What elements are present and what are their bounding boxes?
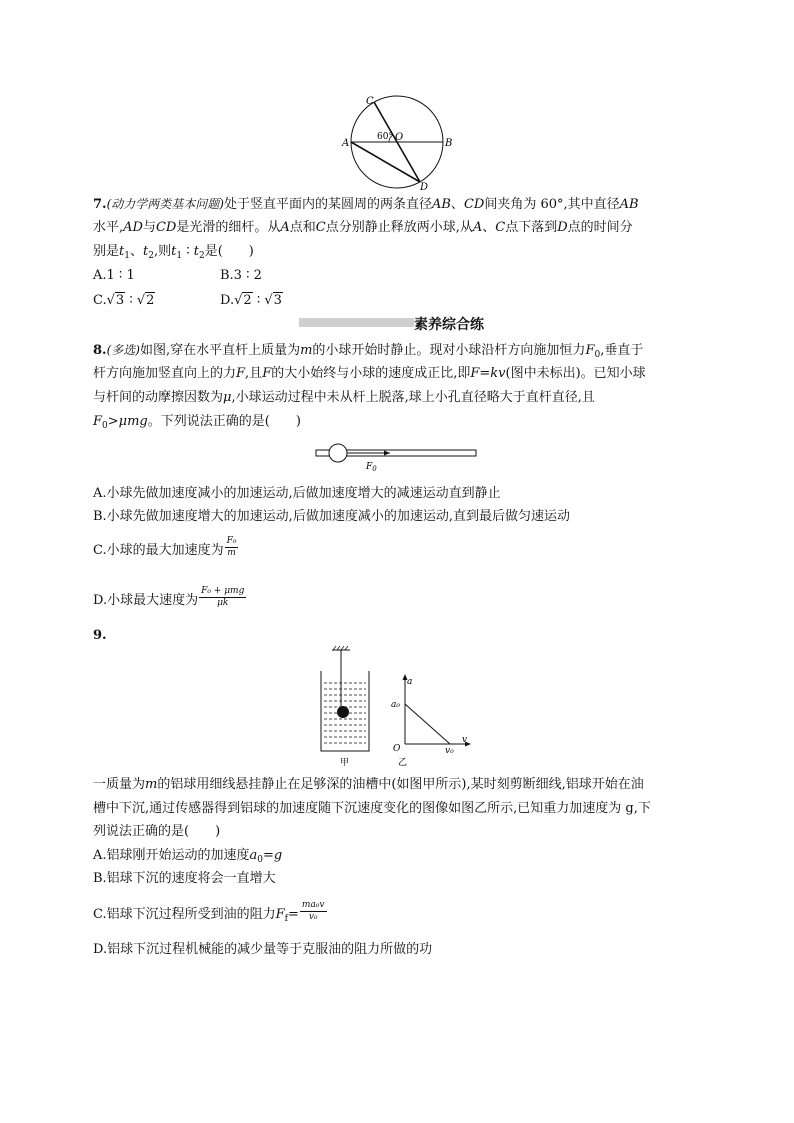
force-label: $F_0$ — [366, 462, 377, 472]
q7-option-c-radicand: 3 — [115, 293, 125, 308]
fraction-numerator: ma₀v — [301, 900, 325, 910]
q9-sub: 0 — [257, 855, 264, 865]
q7-text: 是( ) — [204, 244, 254, 259]
q9-number: 9. — [93, 628, 107, 643]
q8-math: >μmg — [107, 414, 148, 429]
q9-option-b[interactable] — [93, 869, 276, 889]
rod-ball-diagram — [312, 440, 482, 472]
q7-text: 、 — [450, 197, 464, 212]
q9-math: m — [145, 777, 158, 792]
q9-math: =g — [263, 848, 283, 863]
q7-sub: 2 — [198, 251, 205, 261]
label-o: O — [395, 132, 404, 143]
q8-text: (图中未标出)。已知小球 — [505, 366, 646, 381]
q8-option-d-fraction — [199, 586, 246, 609]
q7-option-d-ratio: ∶ — [256, 293, 261, 308]
q8-sub: 0 — [102, 421, 108, 431]
q7-text: 间夹角为 60°,其中直径 — [484, 197, 620, 212]
oil-tank-diagram — [316, 645, 376, 767]
q8-text: 与杆间的动摩擦因数为 — [93, 390, 224, 405]
q7-option-c-ratio: ∶ — [129, 293, 133, 308]
aluminum-ball — [337, 706, 349, 718]
q7-math: D — [557, 220, 568, 235]
q8-text: ,垂直于 — [600, 343, 644, 358]
q7-option-d[interactable] — [220, 291, 283, 311]
q7-line3 — [93, 242, 254, 266]
q9-number-line — [93, 626, 107, 646]
label-d: D — [420, 182, 429, 192]
ceiling-hatch — [333, 646, 348, 650]
q8-math: m — [300, 343, 313, 358]
q8-text: 的大小始终与小球的速度成正比,即 — [271, 366, 471, 381]
sqrt-icon: √3 — [106, 293, 125, 308]
axis-label-v: v — [462, 735, 468, 745]
axis-label-o: O — [393, 744, 401, 754]
q8-text: 如图,穿在水平直杆上质量为 — [139, 343, 301, 358]
q7-text: 点分别静止释放两小球,从 — [325, 220, 473, 235]
q9-sub: f — [284, 914, 288, 924]
q8-text: ,且 — [245, 366, 263, 381]
q9-text: 的铝球用细线悬挂静止在足够深的油槽中(如图甲所示),某时刻剪断细线,铝球开始在油 — [157, 777, 644, 792]
q7-math: AB — [431, 197, 451, 212]
q8-line4 — [93, 412, 301, 436]
sqrt-icon: √2 — [234, 293, 252, 308]
q9-line1 — [93, 775, 644, 795]
q8-math: F=kv — [470, 366, 506, 381]
q8-text: ,小球运动过程中未从杆上脱落,球上小孔直径略大于直杆直径,且 — [231, 390, 595, 405]
q7-text: 别是 — [93, 244, 120, 259]
q7-math: C — [315, 220, 326, 235]
q7-text: 与 — [142, 220, 156, 235]
q9-option-b-text: B.铝球下沉的速度将会一直增大 — [93, 871, 276, 886]
arrow-head-icon — [384, 451, 390, 456]
q7-math: AB — [619, 197, 639, 212]
q8-option-a-text: A.小球先做加速度减小的加速运动,后做加速度增大的减速运动直到静止 — [93, 486, 501, 501]
q7-line1 — [93, 194, 639, 215]
q8-math: F — [585, 343, 595, 358]
q7-text: 点的时间分 — [567, 220, 633, 235]
axis-label-v0: v₀ — [445, 746, 454, 756]
q8-math: F — [262, 366, 272, 381]
q8-option-d-text: D.小球最大速度为 — [93, 593, 199, 608]
q7-sub: 2 — [148, 251, 154, 261]
q8-option-c-text: C.小球的最大加速度为 — [93, 543, 224, 558]
q8-line3 — [93, 388, 595, 408]
q7-option-d-prefix: D. — [220, 293, 235, 308]
q9-text: 槽中下沉,通过传感器得到铝球的加速度随下沉速度变化的图像如图乙所示,已知重力加速度为 g,下 — [93, 801, 651, 816]
q7-math: CD — [463, 197, 485, 212]
q7-math: t — [119, 244, 125, 259]
label-jia: 甲 — [340, 758, 350, 767]
section-banner-bar — [299, 318, 414, 327]
q8-tag: (多选) — [106, 343, 140, 357]
axis-label-a: a — [407, 677, 413, 687]
q8-option-a[interactable] — [93, 484, 501, 504]
q7-math: C — [495, 220, 506, 235]
q9-option-d-text: D.铝球下沉过程机械能的减少量等于克服油的阻力所做的功 — [93, 942, 433, 957]
q9-option-a-text: A.铝球刚开始运动的加速度 — [93, 848, 250, 863]
q7-sub: 1 — [124, 251, 130, 261]
q9-line2 — [93, 799, 651, 819]
fraction-numerator: F₀ + μmg — [201, 586, 245, 596]
q7-text: 处于竖直平面内的某圆周的两条直径 — [223, 197, 432, 212]
q7-math: t — [171, 244, 177, 259]
a-v-graph — [388, 672, 478, 767]
q7-line2 — [93, 218, 633, 238]
q7-math: A — [280, 220, 290, 235]
q8-math: F — [93, 414, 103, 429]
label-yi: 乙 — [398, 758, 408, 767]
q7-text: 、 — [129, 244, 143, 259]
q9-option-c-fraction — [300, 900, 327, 923]
fraction-denominator: v₀ — [308, 912, 318, 922]
q7-option-c-radicand: 2 — [146, 293, 155, 308]
label-c: C — [366, 96, 374, 107]
q7-math: A — [472, 220, 483, 235]
q8-line1 — [93, 340, 643, 365]
q7-text: 、 — [482, 220, 496, 235]
q7-sub: 1 — [176, 251, 183, 261]
q8-number: 8. — [93, 343, 107, 358]
q9-option-d[interactable] — [93, 940, 432, 960]
q9-option-a[interactable] — [93, 846, 282, 870]
sqrt-icon: √2 — [136, 293, 155, 308]
q7-text: ∶ — [182, 244, 194, 259]
label-angle: 60° — [377, 132, 393, 142]
q9-math: a — [249, 848, 258, 863]
q7-text: ,则 — [153, 244, 172, 259]
q7-text: 点下落到 — [505, 220, 558, 235]
q9-text: 一质量为 — [93, 777, 146, 792]
rod-ad — [351, 142, 420, 182]
q7-math: t — [143, 244, 149, 259]
circle-diagram — [340, 92, 465, 192]
q7-option-c[interactable] — [93, 291, 155, 311]
q8-sub: 0 — [594, 350, 601, 360]
q7-option-a[interactable] — [93, 266, 135, 286]
q7-number: 7. — [93, 197, 107, 212]
q7-text: 是光滑的细杆。从 — [176, 220, 281, 235]
q8-math: F — [236, 366, 246, 381]
fraction-numerator: F₀ — [226, 536, 237, 546]
q7-math: AD — [123, 220, 143, 235]
q9-option-c-text: C.铝球下沉过程所受到油的阻力 — [93, 907, 276, 922]
q8-option-c[interactable] — [93, 536, 238, 561]
q8-option-c-fraction — [225, 536, 239, 559]
q8-line2 — [93, 364, 646, 384]
q9-text: 列说法正确的是( ) — [93, 824, 221, 839]
q8-option-d[interactable] — [93, 586, 246, 611]
q7-math: CD — [155, 220, 177, 235]
q9-math: F — [275, 907, 285, 922]
q9-option-c[interactable] — [93, 900, 327, 929]
fraction-denominator: m — [227, 548, 236, 558]
q7-option-d-radicand: 3 — [273, 293, 282, 308]
q9-text: = — [288, 907, 299, 922]
label-b: B — [445, 138, 453, 149]
q7-option-b[interactable] — [220, 266, 262, 286]
graph-line — [405, 704, 450, 744]
ball — [329, 444, 347, 462]
q7-option-b-text: B.3 ∶ 2 — [220, 268, 262, 283]
q7-option-d-radicand: 2 — [243, 293, 252, 308]
section-title: 素养综合练 — [414, 317, 484, 333]
sqrt-icon: √3 — [264, 293, 282, 308]
q9-line3 — [93, 822, 220, 842]
q7-math: t — [193, 244, 199, 259]
q8-text: 杆方向施加竖直向上的力 — [93, 366, 237, 381]
q8-math: μ — [223, 390, 232, 405]
label-a: A — [342, 138, 350, 149]
q7-option-c-prefix: C. — [93, 293, 107, 308]
q8-option-b-text: B.小球先做加速度增大的加速运动,后做加速度减小的加速运动,直到最后做匀速运动 — [93, 509, 570, 524]
q8-option-b[interactable] — [93, 507, 570, 527]
q8-text: 的小球开始时静止。现对小球沿杆方向施加恒力 — [312, 343, 586, 358]
q7-text: 水平, — [93, 220, 124, 235]
q7-option-a-text: A.1 ∶ 1 — [93, 268, 135, 283]
q7-tag: (动力学两类基本问题) — [106, 197, 224, 211]
axis-label-a0: a₀ — [391, 700, 400, 710]
fraction-denominator: μk — [217, 598, 229, 608]
q7-text: 点和 — [289, 220, 316, 235]
q8-text: 。下列说法正确的是( ) — [147, 414, 301, 429]
